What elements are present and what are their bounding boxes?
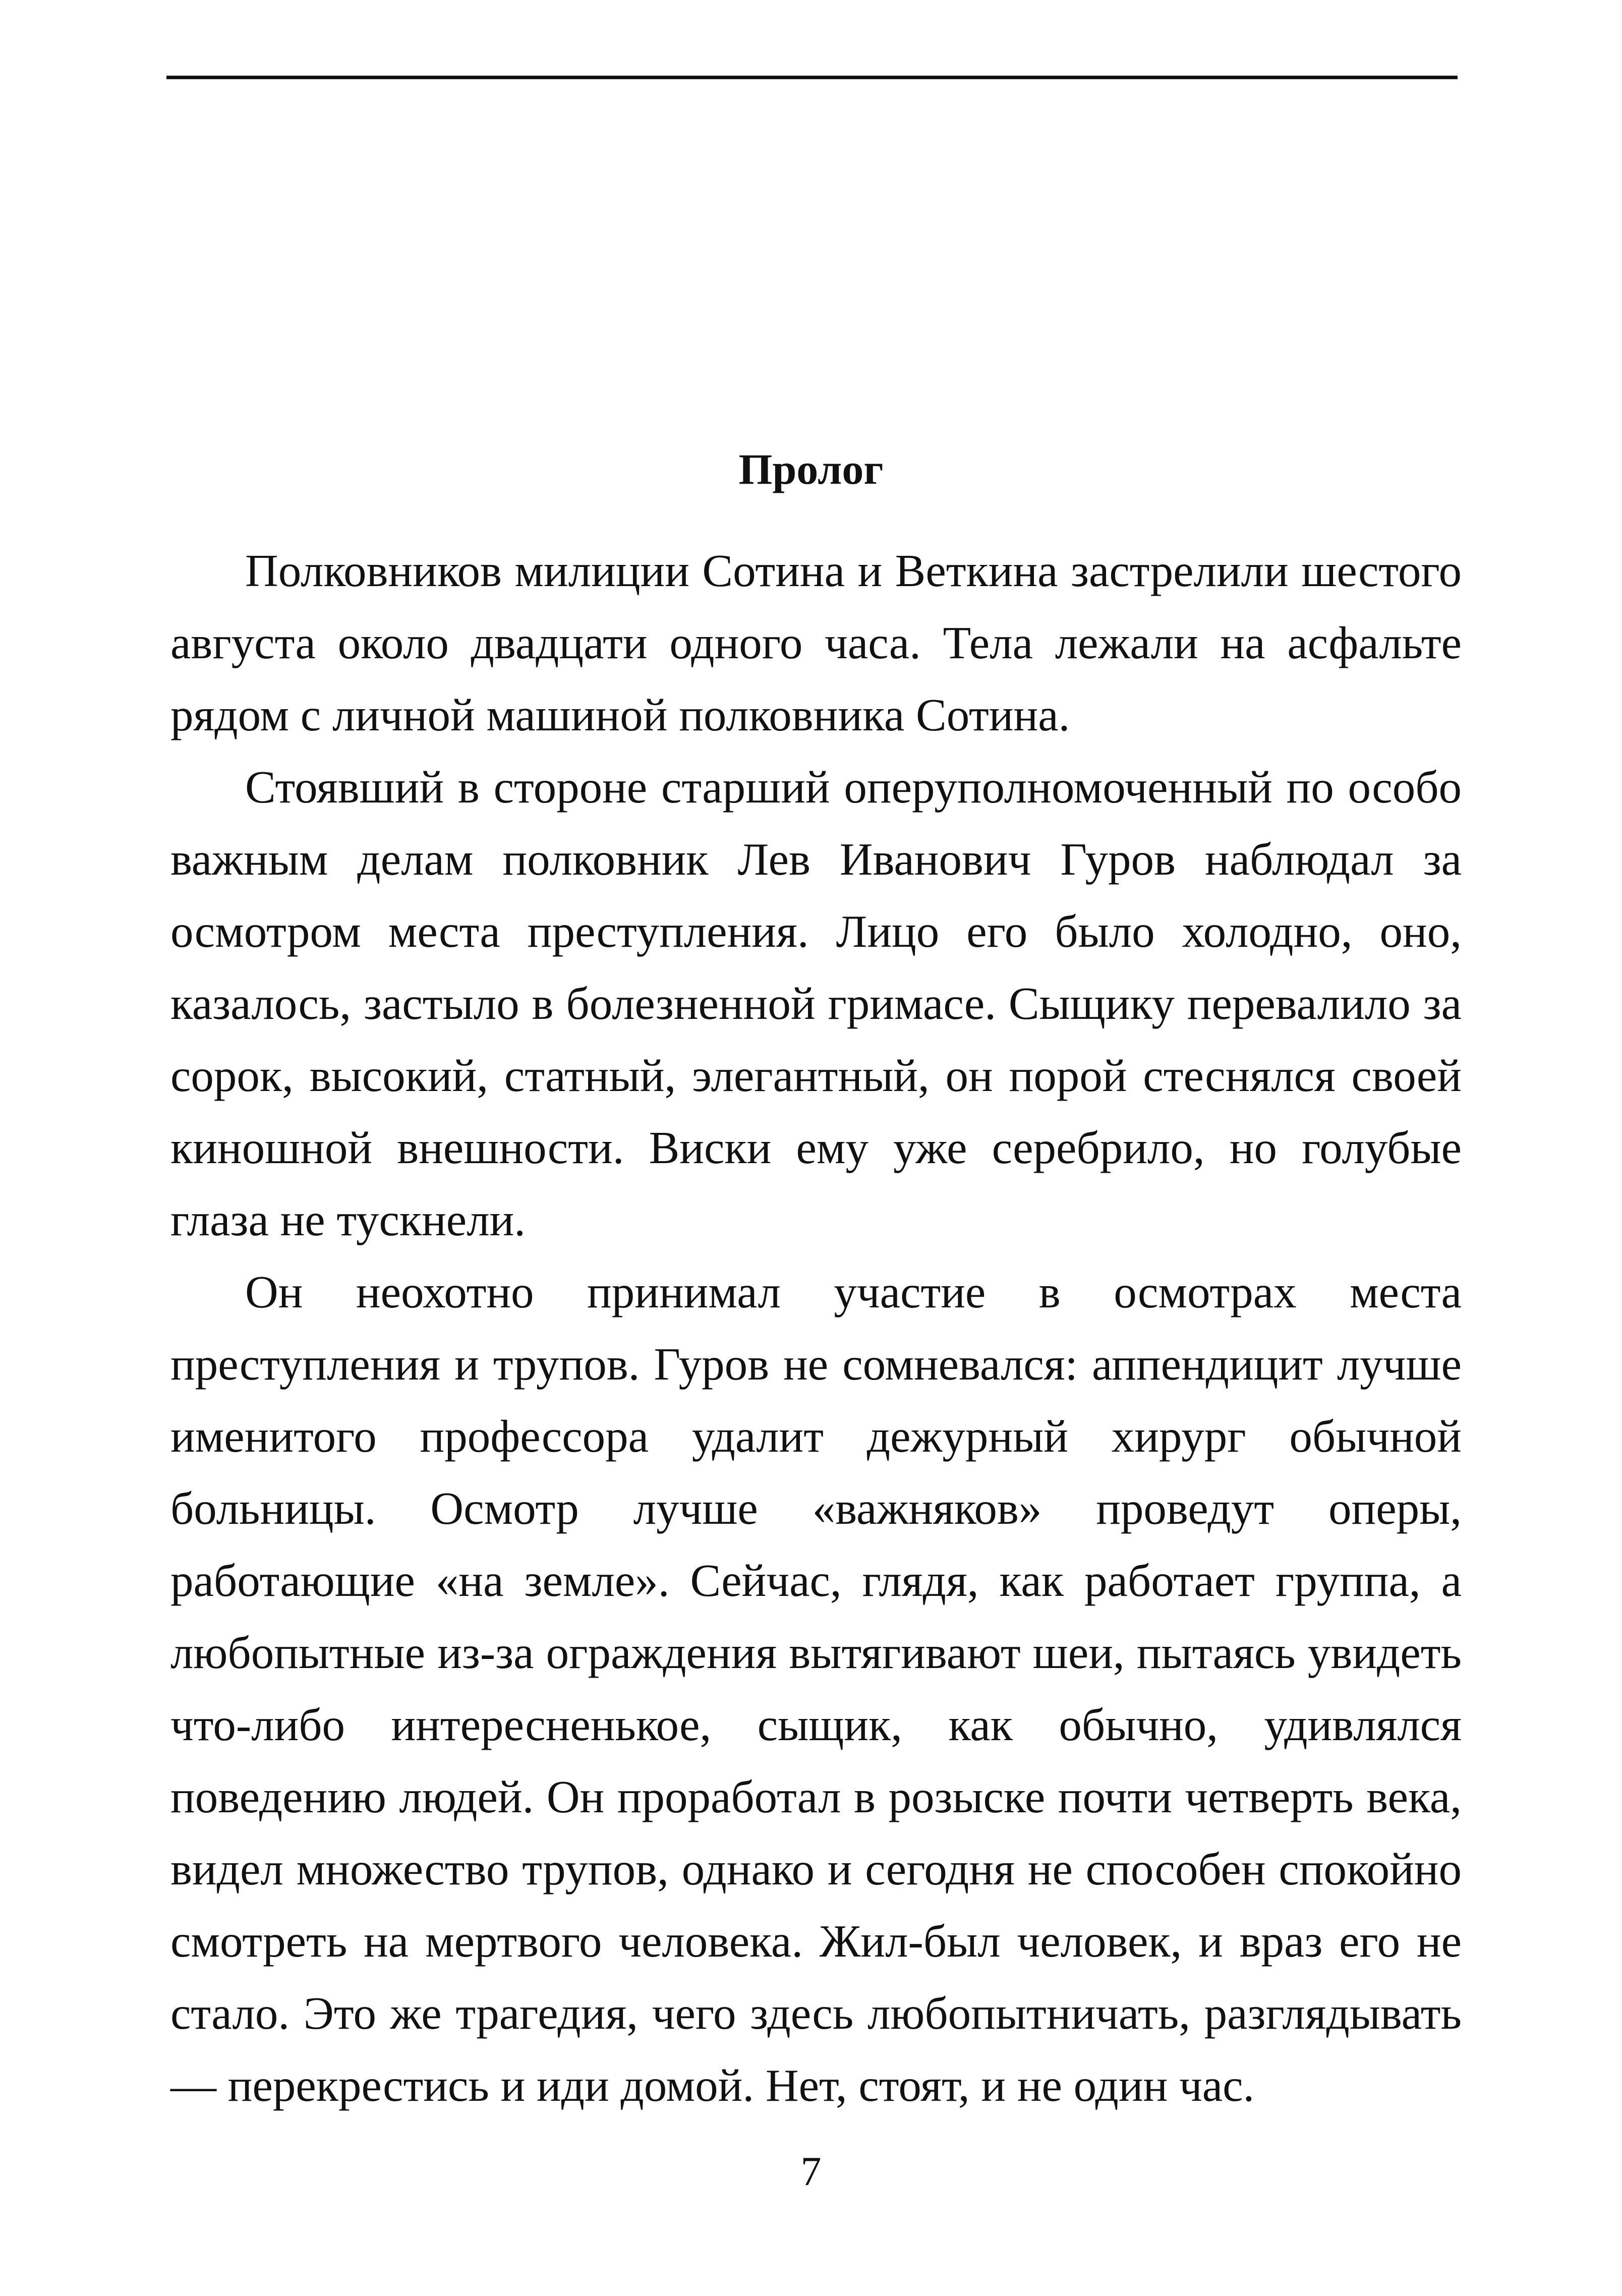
paragraph: Стоявший в стороне старший оперуполномоченный по особо важным делам полковник Лев Иванович Гуров наблюдал за осмотром места преступления. Лицо его было холодно, оно, казалось, застыло в болезненной гримасе. Сыщику перевалило за сорок, высокий, статный, элегантный, он порой стеснялся своей киношной внешности. Виски ему уже серебрило, но голубые глаза не тускнели. [170, 762, 1462, 1245]
body-text [170, 535, 1462, 2121]
paragraph: Он неохотно принимал участие в осмотрах места преступления и трупов. Гуров не сомневался: аппендицит лучше именитого профессора удалит дежурный хирург обычной больницы. Осмотр лучше «важняков» проведут оперы, работающие «на земле». Сейчас, глядя, как работает группа, а любопытные из-за ограждения вытягивают шеи, пытаясь увидеть что-либо интересненькое, сыщик, как обычно, удивлялся поведению людей. Он проработал в розыске почти четверть века, видел множество трупов, однако и сегодня не способен спокойно смотреть на мертвого человека. Жил-был человек, и враз его не стало. Это же трагедия, чего здесь любопытничать, разглядывать — перекрестись и иди домой. Нет, стоят, и не один час. [170, 1267, 1462, 2111]
paragraph: Полковников милиции Сотина и Веткина застрелили шестого августа около двадцати одного часа. Тела лежали на асфальте рядом с личной машиной полковника Сотина. [170, 545, 1462, 740]
page-number: 7 [800, 2148, 822, 2194]
chapter-title: Пролог [738, 445, 884, 493]
top-rule [166, 76, 1458, 79]
